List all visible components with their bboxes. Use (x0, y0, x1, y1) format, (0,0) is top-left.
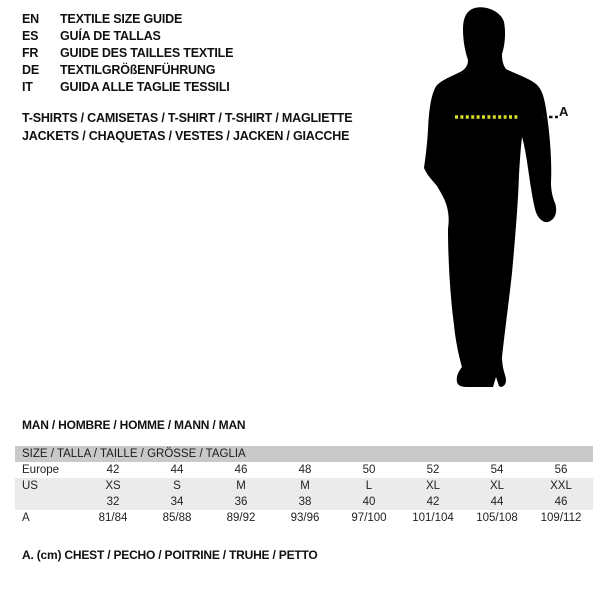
language-row-es (22, 27, 233, 44)
size-table-header: SIZE / TALLA / TAILLE / GRÖSSE / TAGLIA (22, 448, 246, 460)
size-cell: 42 (426, 496, 440, 508)
size-cell: 109/112 (540, 512, 582, 524)
language-code: IT (22, 79, 33, 94)
language-title: GUIDE DES TAILLES TEXTILE (60, 45, 234, 60)
size-cell: 97/100 (351, 512, 387, 524)
size-cell: L (365, 480, 373, 492)
category-list (22, 109, 352, 145)
language-row-it (22, 78, 233, 95)
size-table-header-row (15, 446, 593, 462)
size-cell: S (173, 480, 181, 492)
language-code: ES (22, 28, 39, 43)
size-cell: 36 (234, 496, 248, 508)
size-cell: 48 (298, 464, 312, 476)
size-cell: 101/104 (412, 512, 454, 524)
row-label: Europe (22, 464, 60, 476)
size-cell: 85/88 (162, 512, 192, 524)
language-row-en (22, 10, 233, 27)
size-cell: 32 (106, 496, 120, 508)
size-cell: 44 (170, 464, 184, 476)
size-cell: 34 (170, 496, 184, 508)
table-row-chest (15, 510, 593, 526)
size-cell: 40 (362, 496, 376, 508)
category-jackets: JACKETS / CHAQUETAS / VESTES / JACKEN / GIACCHE (22, 129, 350, 143)
size-cell: 56 (554, 464, 568, 476)
man-silhouette-svg (415, 5, 575, 395)
size-cell: 38 (298, 496, 312, 508)
size-table (15, 446, 593, 526)
size-cell: 93/96 (290, 512, 320, 524)
language-title: GUIDA ALLE TAGLIE TESSILI (60, 79, 230, 94)
table-row-us (15, 478, 593, 494)
size-cell: XXL (550, 480, 572, 492)
language-title: TEXTILE SIZE GUIDE (60, 11, 183, 26)
size-cell: 89/92 (226, 512, 256, 524)
table-row-numeric (15, 494, 593, 510)
row-label (15, 494, 81, 510)
size-cell: 46 (554, 496, 568, 508)
section-title-man: MAN / HOMBRE / HOMME / MANN / MAN (22, 418, 246, 432)
row-label: A (22, 512, 30, 524)
language-code: DE (22, 62, 39, 77)
size-cell: 44 (490, 496, 504, 508)
row-label: US (22, 480, 38, 492)
category-tshirts: T-SHIRTS / CAMISETAS / T-SHIRT / T-SHIRT / MAGLIETTE (22, 111, 353, 125)
size-cell: XL (489, 480, 505, 492)
size-cell: M (300, 480, 310, 492)
size-cell: XL (425, 480, 441, 492)
size-cell: 42 (106, 464, 120, 476)
size-cell: 54 (490, 464, 504, 476)
size-cell: 46 (234, 464, 248, 476)
measurement-footnote: A. (cm) CHEST / PECHO / POITRINE / TRUHE / PETTO (22, 548, 318, 562)
man-silhouette-figure (415, 5, 575, 395)
language-title: GUÍA DE TALLAS (60, 28, 161, 43)
size-cell: M (236, 480, 246, 492)
size-cell: 50 (362, 464, 376, 476)
language-row-de (22, 61, 233, 78)
size-cell: XS (105, 480, 121, 492)
language-code: EN (22, 11, 39, 26)
measurement-a-label: A (559, 104, 569, 119)
language-row-fr (22, 44, 233, 61)
size-cell: 105/108 (476, 512, 518, 524)
size-cell: 52 (426, 464, 440, 476)
table-row-europe (15, 462, 593, 478)
language-list (22, 10, 233, 95)
size-cell: 81/84 (98, 512, 128, 524)
man-silhouette-shape (424, 7, 556, 387)
language-title: TEXTILGRÖßENFÜHRUNG (60, 62, 216, 77)
language-code: FR (22, 45, 39, 60)
